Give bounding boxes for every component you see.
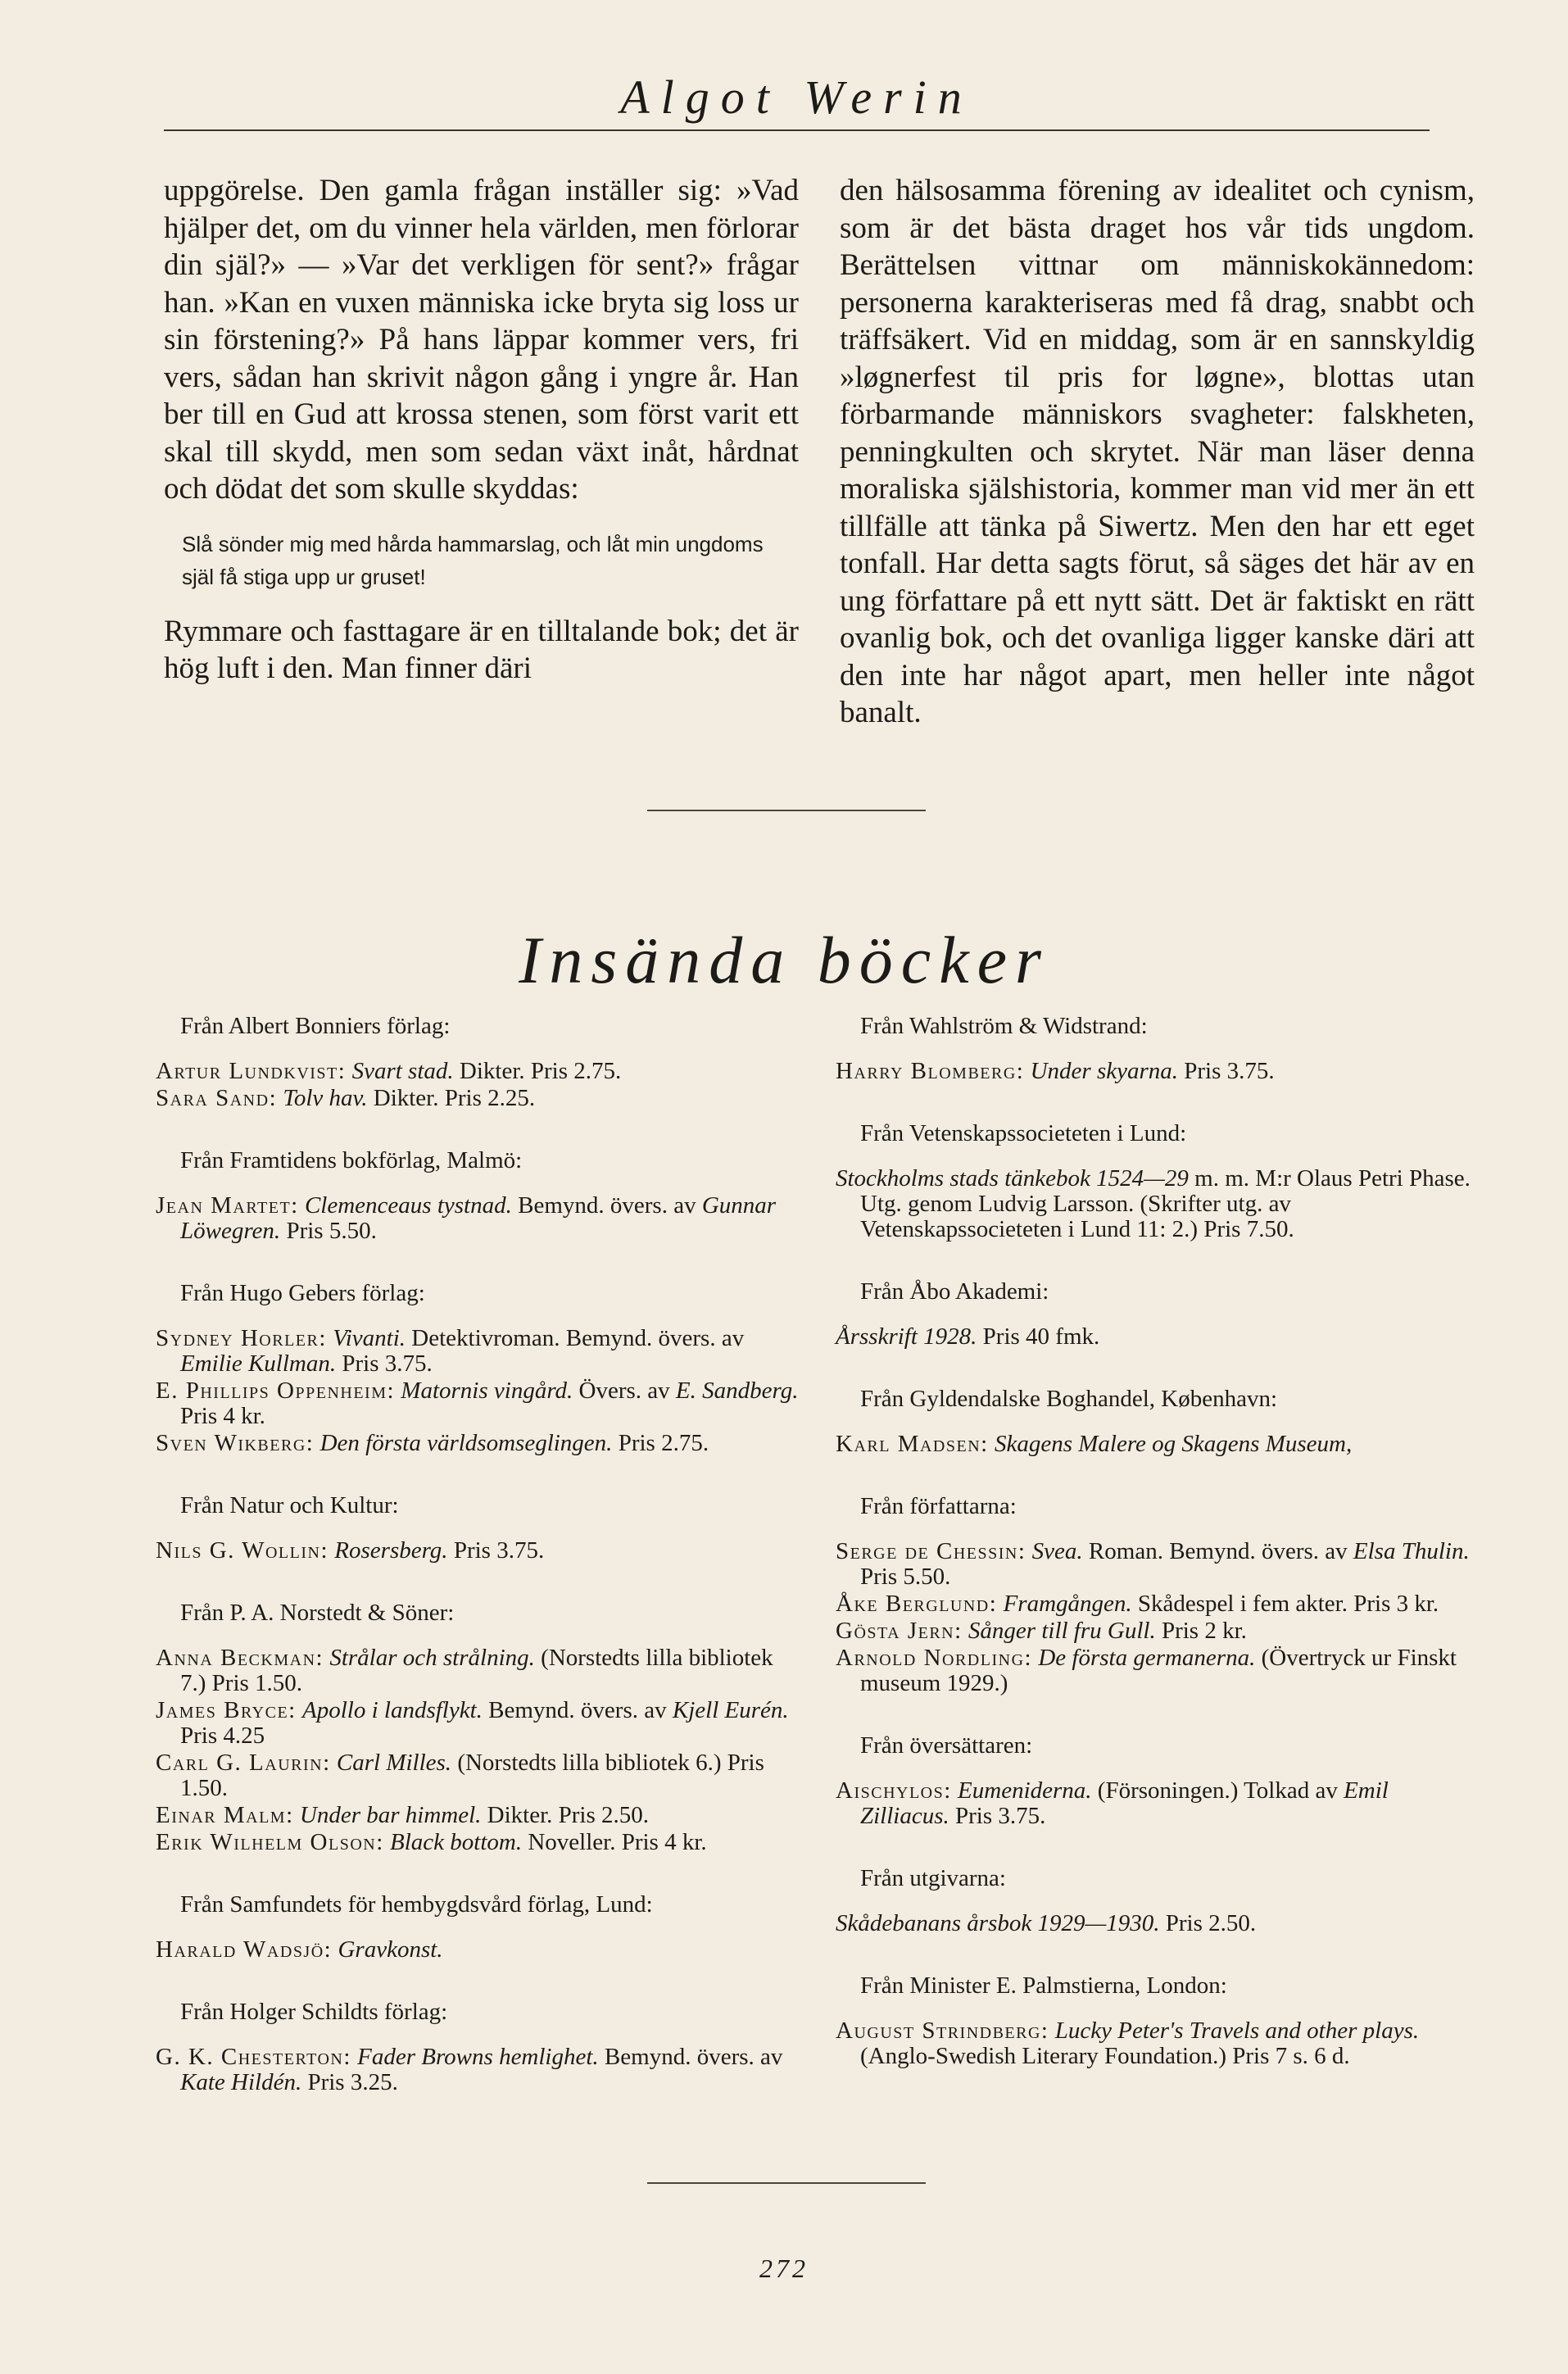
book-author: Sara Sand: <box>156 1085 278 1111</box>
book-entry <box>836 1591 1483 1617</box>
book-author: James Bryce: <box>156 1697 297 1723</box>
book-details: Övers. av <box>578 1378 670 1404</box>
article-paragraph: uppgörelse. Den gamla frågan inställer sig: »Vad hjälper det, om du vinner hela världen, men förlorar din själ?» — »Var det verkligen för sent?» frågar han. »Kan en vuxen människa icke bryta sig loss ur sin förstening?» På hans läppar kommer vers, fri vers, sådan han skrivit någon gång i yngre år. Han ber till en Gud att krossa stenen, som först varit ett skal till skydd, men som sedan växt inåt, hårdnat och dödat det som skulle skyddas: <box>164 174 799 506</box>
book-author: Artur Lundkvist: <box>156 1058 347 1084</box>
book-entry <box>156 1326 799 1377</box>
book-title: Under bar himmel. <box>299 1802 482 1828</box>
publisher-heading: Från Minister E. Palmstierna, London: <box>860 1972 1227 1999</box>
publisher-group <box>836 1732 1483 1829</box>
book-entry <box>156 1750 799 1801</box>
publisher-heading: Från Samfundets för hembygdsvård förlag, Lund: <box>180 1891 653 1918</box>
book-translator: Kate Hildén. <box>180 2069 302 2095</box>
book-entry <box>156 1431 799 1456</box>
running-title: Algot Werin <box>620 70 973 124</box>
book-author: Gösta Jern: <box>836 1618 963 1644</box>
publisher-heading: Från Åbo Akademi: <box>860 1278 1049 1305</box>
section-divider <box>647 810 926 811</box>
book-author: August Strindberg: <box>836 2018 1049 2044</box>
publisher-group <box>836 1012 1483 1084</box>
publisher-group <box>156 1012 799 1111</box>
book-title: Svart stad. <box>351 1058 454 1084</box>
book-details: Bemynd. övers. av <box>488 1697 667 1723</box>
book-author: Anna Beckman: <box>156 1645 324 1671</box>
book-author: Sydney Horler: <box>156 1325 327 1351</box>
book-title: Rosersberg. <box>334 1537 448 1564</box>
book-details: Dikter. Pris 2.75. <box>459 1058 622 1084</box>
book-entry <box>156 1193 799 1244</box>
book-author: Åke Berglund: <box>836 1591 998 1617</box>
book-author: Sven Wikberg: <box>156 1430 315 1456</box>
book-author: Harald Wadsjö: <box>156 1936 333 1963</box>
book-entry <box>836 1911 1483 1936</box>
publisher-group <box>156 1491 799 1564</box>
book-translator: Emil Zilliacus. <box>860 1777 1389 1829</box>
book-price: Pris 3.75. <box>342 1350 433 1377</box>
book-title: Svea. <box>1031 1538 1083 1564</box>
running-header <box>164 66 1430 131</box>
book-title: Lucky Peter's Travels and other plays. <box>1054 2018 1420 2044</box>
footer-divider <box>647 2182 926 2184</box>
book-details: Detektivroman. Bemynd. övers. av <box>411 1325 745 1351</box>
publisher-heading: Från Holger Schildts förlag: <box>180 1999 448 2025</box>
book-author: Jean Martet: <box>156 1192 299 1219</box>
publisher-heading: Från Gyldendalske Boghandel, København: <box>860 1386 1278 1412</box>
book-details: Pris 2 kr. <box>1161 1618 1247 1644</box>
book-translator: Kjell Eurén. <box>672 1697 789 1723</box>
publisher-heading: Från utgivarna: <box>860 1865 1006 1891</box>
book-author: G. K. Chesterton: <box>156 2044 351 2070</box>
book-author: Karl Madsen: <box>836 1431 989 1457</box>
book-title: Strålar och strålning. <box>329 1645 535 1671</box>
book-author: Erik Wilhelm Olson: <box>156 1829 384 1855</box>
book-price: Pris 4 kr. <box>180 1403 265 1429</box>
book-title: Black bottom. <box>390 1829 523 1855</box>
publisher-group <box>156 1146 799 1244</box>
publisher-heading: Från Vetenskapssocieteten i Lund: <box>860 1120 1187 1146</box>
book-title: Under skyarna. <box>1030 1058 1179 1084</box>
book-entry <box>836 1539 1483 1590</box>
book-details: m. m. M:r Olaus Petri Phase. Utg. genom Ludvig Larsson. (Skrifter utg. av Vetenskapssocieteten i Lund 11: 2.) Pris 7.50. <box>860 1165 1471 1242</box>
book-details: Pris 3.75. <box>1184 1058 1275 1084</box>
publisher-group <box>156 1891 799 1963</box>
publisher-group <box>836 1864 1483 1936</box>
book-entry <box>836 1645 1483 1696</box>
book-author: Harry Blomberg: <box>836 1058 1025 1084</box>
article-paragraph: Rymmare och fasttagare är en tilltalande bok; det är hög luft i den. Man finner däri <box>164 614 799 685</box>
book-details: Bemynd. övers. av <box>604 2044 783 2070</box>
book-title: Framgången. <box>1003 1591 1132 1617</box>
book-title: Fader Browns hemlighet. <box>357 2044 599 2070</box>
book-price: Pris 4.25 <box>180 1723 265 1749</box>
publisher-heading: Från Natur och Kultur: <box>180 1492 399 1518</box>
book-entry <box>836 2018 1483 2069</box>
book-title: Skagens Malere og Skagens Museum, <box>994 1431 1353 1457</box>
publisher-group <box>156 1279 799 1456</box>
book-translator: Gunnar Löwegren. <box>180 1192 777 1244</box>
book-entry <box>836 1618 1483 1644</box>
book-entry <box>156 1645 799 1696</box>
book-title: Gravkonst. <box>338 1936 443 1963</box>
book-author: Arnold Nordling: <box>836 1645 1033 1671</box>
book-entry <box>156 1698 799 1749</box>
book-price: Pris 3.75. <box>955 1803 1046 1829</box>
book-author: Nils G. Wollin: <box>156 1537 329 1564</box>
book-details: (Norstedts lilla bibliotek 6.) Pris 1.50. <box>180 1750 764 1801</box>
book-details: Pris 2.75. <box>618 1430 709 1456</box>
book-details: Noveller. Pris 4 kr. <box>528 1829 707 1855</box>
book-price: Pris 5.50. <box>286 1218 377 1244</box>
article-left-column <box>164 172 799 688</box>
book-entry <box>156 1937 799 1963</box>
book-details: Bemynd. övers. av <box>518 1192 696 1219</box>
article-right-column <box>840 172 1475 732</box>
book-details: (Försoningen.) Tolkad av <box>1097 1777 1338 1804</box>
book-title: Sånger till fru Gull. <box>968 1618 1156 1644</box>
book-entry <box>836 1778 1483 1829</box>
publisher-heading: Från översättaren: <box>860 1732 1033 1759</box>
book-entry <box>156 1830 799 1855</box>
section-heading: Insända böcker <box>519 923 1049 997</box>
books-list-right <box>836 1012 1483 2104</box>
book-author: Aischylos: <box>836 1777 952 1804</box>
book-author: Carl G. Laurin: <box>156 1750 331 1776</box>
book-details: (Norstedts lilla bibliotek 7.) Pris 1.50. <box>180 1645 773 1696</box>
book-title: Årsskrift 1928. <box>836 1323 977 1350</box>
book-entry <box>836 1166 1483 1242</box>
book-title: Carl Milles. <box>336 1750 452 1776</box>
verse-quote: Slå sönder mig med hårda hammarslag, och låt min ungdoms själ få stiga upp ur gruset! <box>182 531 764 589</box>
publisher-heading: Från Framtidens bokförlag, Malmö: <box>180 1147 523 1173</box>
book-entry <box>156 1378 799 1429</box>
publisher-group <box>836 1119 1483 1242</box>
book-entry <box>156 1538 799 1564</box>
publisher-group <box>836 1278 1483 1350</box>
book-entry <box>836 1059 1483 1084</box>
book-details: Pris 2.50. <box>1165 1910 1257 1936</box>
book-details: (Övertryck ur Finskt museum 1929.) <box>860 1645 1457 1696</box>
book-details: Roman. Bemynd. övers. av <box>1088 1538 1348 1564</box>
book-details: Pris 40 fmk. <box>982 1323 1100 1350</box>
book-title: Stockholms stads tänkebok 1524—29 <box>836 1165 1189 1192</box>
book-entry <box>156 1803 799 1828</box>
book-details: Dikter. Pris 2.50. <box>487 1802 650 1828</box>
book-entry <box>156 1086 799 1111</box>
publisher-group <box>836 1385 1483 1457</box>
article-paragraph: den hälsosamma förening av idealitet och cynism, som är det bästa draget hos vår tids ungdom. Berättelsen vittnar om människokännedom: personerna karakteriseras med få drag, snabbt och träffsäkert. Vid en middag, som är en sannskyldig »løgnerfest til pris for løgne», blottas utan förbarmande människors svagheter: falskheten, penningkulten och skrytet. När man läser denna moraliska själshistoria, kommer man vid mer än ett tillfälle att tänka på Siwertz. Men den har ett eget tonfall. Har detta sagts förut, så säges det här av en ung författare på ett nytt sätt. Det är faktiskt en rätt ovanlig bok, och det ovanliga ligger kanske däri att den inte har något apart, men heller inte något banalt. <box>840 174 1475 729</box>
book-translator: E. Sandberg. <box>675 1378 799 1404</box>
book-details: Pris 3.75. <box>453 1537 545 1564</box>
book-title: De första germanerna. <box>1038 1645 1256 1671</box>
publisher-group <box>836 1972 1483 2069</box>
book-entry <box>836 1432 1483 1457</box>
book-price: Pris 5.50. <box>860 1564 951 1590</box>
books-list-left <box>156 1012 799 2131</box>
book-translator: Elsa Thulin. <box>1353 1538 1470 1564</box>
book-title: Skådebanans årsbok 1929—1930. <box>836 1910 1160 1936</box>
publisher-group <box>156 1998 799 2095</box>
book-title: Den första världsomseglingen. <box>319 1430 613 1456</box>
book-entry <box>156 1059 799 1084</box>
book-price: Pris 3.25. <box>307 2069 398 2095</box>
publisher-heading: Från författarna: <box>860 1493 1017 1519</box>
book-title: Apollo i landsflykt. <box>302 1697 483 1723</box>
book-details: Skådespel i fem akter. Pris 3 kr. <box>1137 1591 1439 1617</box>
publisher-group <box>156 1599 799 1855</box>
publisher-heading: Från P. A. Norstedt & Söner: <box>180 1600 455 1626</box>
book-author: Einar Malm: <box>156 1802 294 1828</box>
book-entry <box>836 1324 1483 1350</box>
publisher-group <box>836 1492 1483 1696</box>
book-title: Clemenceaus tystnad. <box>304 1192 512 1219</box>
publisher-heading: Från Hugo Gebers förlag: <box>180 1280 425 1306</box>
book-title: Tolv hav. <box>283 1085 368 1111</box>
publisher-heading: Från Wahlström & Widstrand: <box>860 1013 1148 1039</box>
book-author: Serge de Chessin: <box>836 1538 1026 1564</box>
book-title: Matornis vingård. <box>401 1378 573 1404</box>
book-title: Eumeniderna. <box>958 1777 1092 1804</box>
book-details: (Anglo-Swedish Literary Foundation.) Pris 7 s. 6 d. <box>860 2043 1350 2069</box>
book-entry <box>156 2045 799 2095</box>
publisher-heading: Från Albert Bonniers förlag: <box>180 1013 451 1039</box>
book-author: E. Phillips Oppenheim: <box>156 1378 396 1404</box>
book-details: Dikter. Pris 2.25. <box>373 1085 536 1111</box>
book-translator: Emilie Kullman. <box>180 1350 337 1377</box>
page-number: 272 <box>759 2254 809 2283</box>
book-title: Vivanti. <box>333 1325 406 1351</box>
